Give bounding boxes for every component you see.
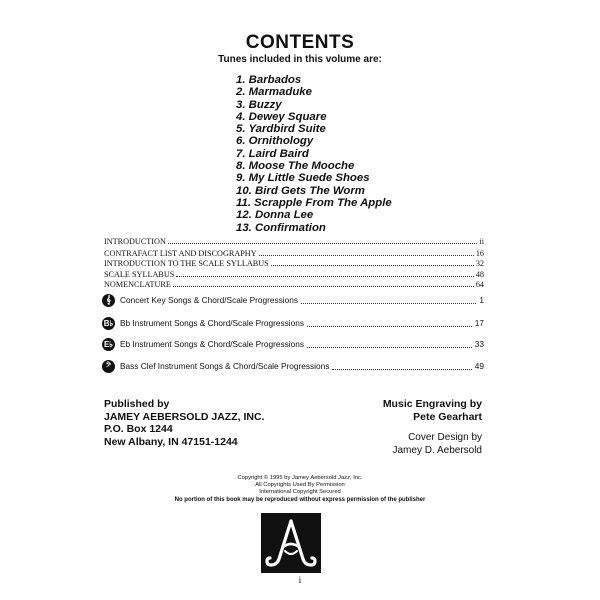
e-flat-icon: E♭ [103,339,114,349]
engraving-label: Music Engraving by [382,398,482,410]
toc-page: 48 [475,270,484,279]
copyright-line: Copyright © 1995 by Jamey Aebersold Jazz, Inc. [237,475,363,481]
toc-page: 32 [475,259,484,268]
copyright-secured: International Copyright Secured [259,489,341,496]
leader-dots [301,303,476,304]
toc-label: CONTRAFACT LIST AND DISCOGRAPHY [104,249,257,258]
leader-dots [307,347,472,348]
tune-item: 13. Confirmation [236,221,326,234]
bass-clef-icon: 𝄢 [102,360,115,373]
aebersold-a-logo-icon [261,513,321,573]
tune-item: 9. My Little Suede Shoes [236,172,370,185]
tune-item: 4. Dewey Square [236,110,327,123]
page-title: CONTENTS [245,32,355,53]
section-page: 49 [474,361,484,371]
leader-dots [176,276,474,277]
tune-item: 8. Moose The Mooche [236,160,355,173]
tune-item: 7. Laird Baird [236,147,309,160]
tunes-subheading: Tunes included in this volume are: [218,54,382,65]
toc-page: 16 [475,249,484,258]
section-page: 33 [474,339,484,349]
tune-item: 12. Donna Lee [236,209,314,222]
tune-item: 5. Yardbird Suite [236,123,326,136]
toc-label: NOMENCLATURE [104,280,171,289]
page-number: i [298,575,302,585]
leader-dots [168,243,478,244]
publisher-po-box: P.O. Box 1244 [104,423,173,435]
section-page: 17 [474,318,484,328]
publisher-name: JAMEY AEBERSOLD JAZZ, INC. [104,410,265,423]
section-page: 1 [479,295,484,305]
leader-dots [173,286,474,287]
leader-dots [259,255,474,256]
tune-item: 11. Scrapple From The Apple [236,196,392,209]
toc-entry-scale-intro [104,257,484,268]
copyright-permission: All Copyrights Used By Permission [255,482,345,489]
toc-label: INTRODUCTION TO THE SCALE SYLLABUS [104,259,269,268]
publisher-block [104,398,264,448]
leader-dots [332,369,471,370]
section-label: Eb Instrument Songs & Chord/Scale Progressions [120,339,305,349]
cover-credit [393,432,483,457]
section-label: Bb Instrument Songs & Chord/Scale Progressions [120,318,305,328]
section-bb-instrument [102,314,484,332]
section-eb-instrument [102,335,484,353]
toc-page: ii [479,237,484,246]
tune-item: 2. Marmaduke [236,86,312,99]
toc-label: INTRODUCTION [104,237,166,246]
toc-entry-nomenclature [104,278,484,289]
section-concert-key [102,291,484,309]
cover-label: Cover Design by [408,432,482,443]
tune-list [236,74,392,234]
leader-dots [271,265,474,266]
copyright-notice [0,475,600,504]
section-label: Concert Key Songs & Chord/Scale Progressions [120,295,299,305]
engraving-credit [383,398,482,423]
tune-item: 1. Barbados [236,74,302,86]
publisher-label: Published by [104,398,170,410]
treble-clef-icon: 𝄞 [102,294,115,307]
b-flat-icon: B♭ [103,318,114,328]
tune-item: 10. Bird Gets The Worm [236,184,365,197]
toc-page: 64 [475,280,484,289]
section-bass-clef [102,357,484,375]
publisher-city: New Albany, IN 47151-1244 [104,435,238,448]
tune-item: 6. Ornithology [236,135,314,148]
toc-entry-introduction [104,235,484,246]
tune-item: 3. Buzzy [236,98,282,111]
leader-dots [307,326,472,327]
section-label: Bass Clef Instrument Songs & Chord/Scale Progressions [120,361,330,371]
toc-label: SCALE SYLLABUS [104,270,175,279]
cover-name: Jamey D. Aebersold [392,444,482,456]
engraving-name: Pete Gearhart [413,410,482,423]
reproduction-notice: No portion of this book may be reproduced without express permission of the publisher [174,496,426,503]
